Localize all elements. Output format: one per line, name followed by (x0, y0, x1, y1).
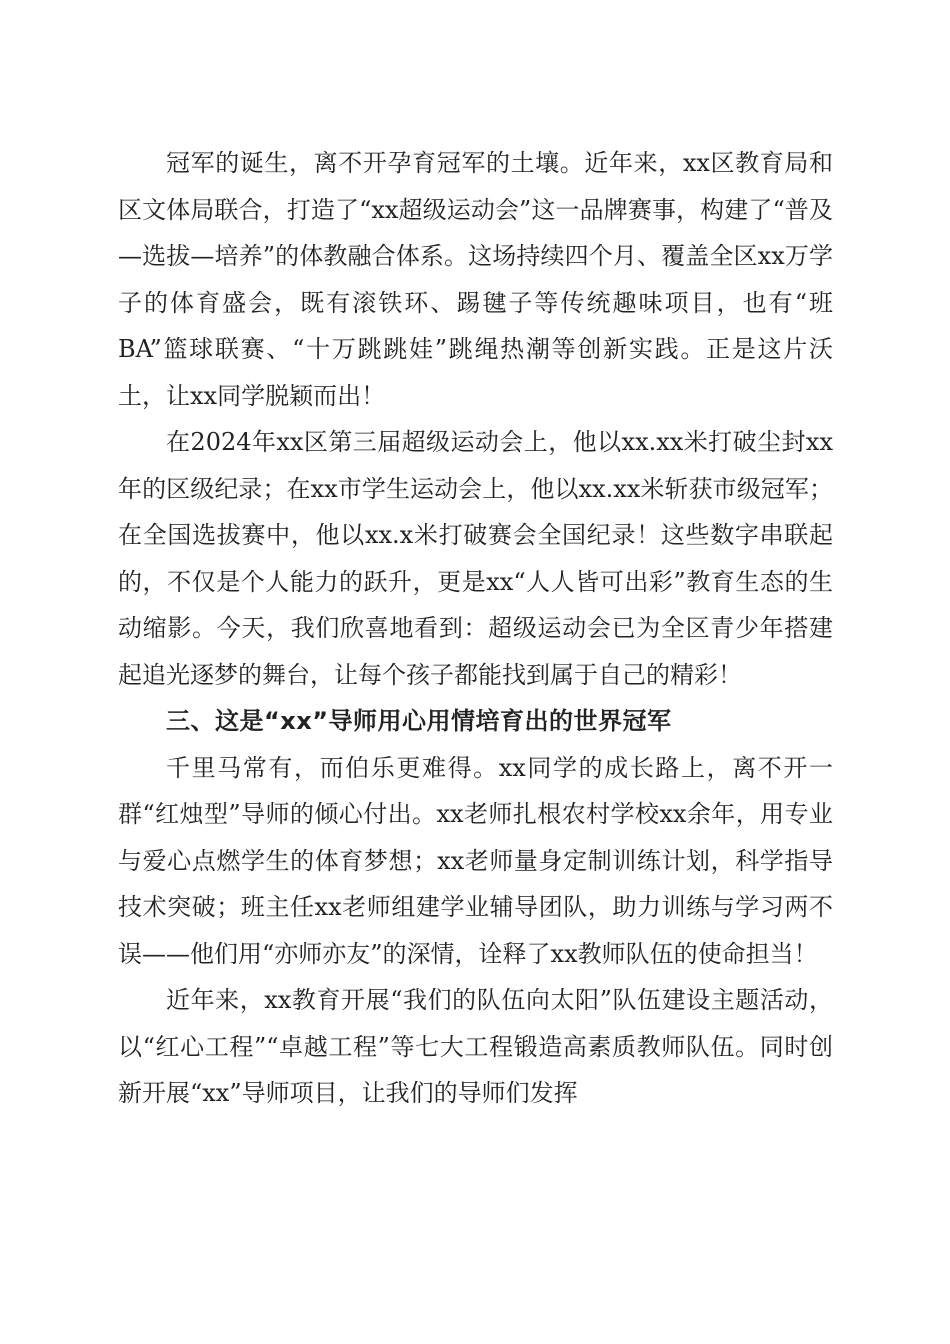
document-body (118, 140, 833, 1117)
section-heading-3: 三、这是“xx”导师用心用情培育出的世界冠军 (166, 707, 672, 735)
paragraph-1: 冠军的诞生，离不开孕育冠军的土壤。近年来，xx区教育局和区文体局联合，打造了“xx超级运动会”这一品牌赛事，构建了“普及—选拔—培养”的体教融合体系。这场持续四个月、覆盖全区xx万学子的体育盛会，既有滚铁环、踢毽子等传统趣味项目，也有“班BA”篮球联赛、“十万跳跳娃”跳绳热潮等创新实践。正是这片沃土，让xx同学脱颖而出！ (118, 149, 833, 410)
paragraph-3: 千里马常有，而伯乐更难得。xx同学的成长路上，离不开一群“红烛型”导师的倾心付出。xx老师扎根农村学校xx余年，用专业与爱心点燃学生的体育梦想；xx老师量身定制训练计划，科学指导技术突破；班主任xx老师组建学业辅导团队，助力训练与学习两不误——他们用“亦师亦友”的深情，诠释了xx教师队伍的使命担当！ (118, 753, 833, 968)
paragraph-4: 近年来，xx教育开展“我们的队伍向太阳”队伍建设主题活动，以“红心工程”“卓越工程”等七大工程锻造高素质教师队伍。同时创新开展“xx”导师项目，让我们的导师们发挥 (118, 986, 833, 1107)
paragraph-2: 在2024年xx区第三届超级运动会上，他以xx.xx米打破尘封xx年的区级纪录；在xx市学生运动会上，他以xx.xx米斩获市级冠军；在全国选拔赛中，他以xx.x米打破赛会全国纪录！这些数字串联起的，不仅是个人能力的跃升，更是xx“人人皆可出彩”教育生态的生动缩影。今天，我们欣喜地看到：超级运动会已为全区青少年搭建起追光逐梦的舞台，让每个孩子都能找到属于自己的精彩！ (118, 428, 833, 689)
